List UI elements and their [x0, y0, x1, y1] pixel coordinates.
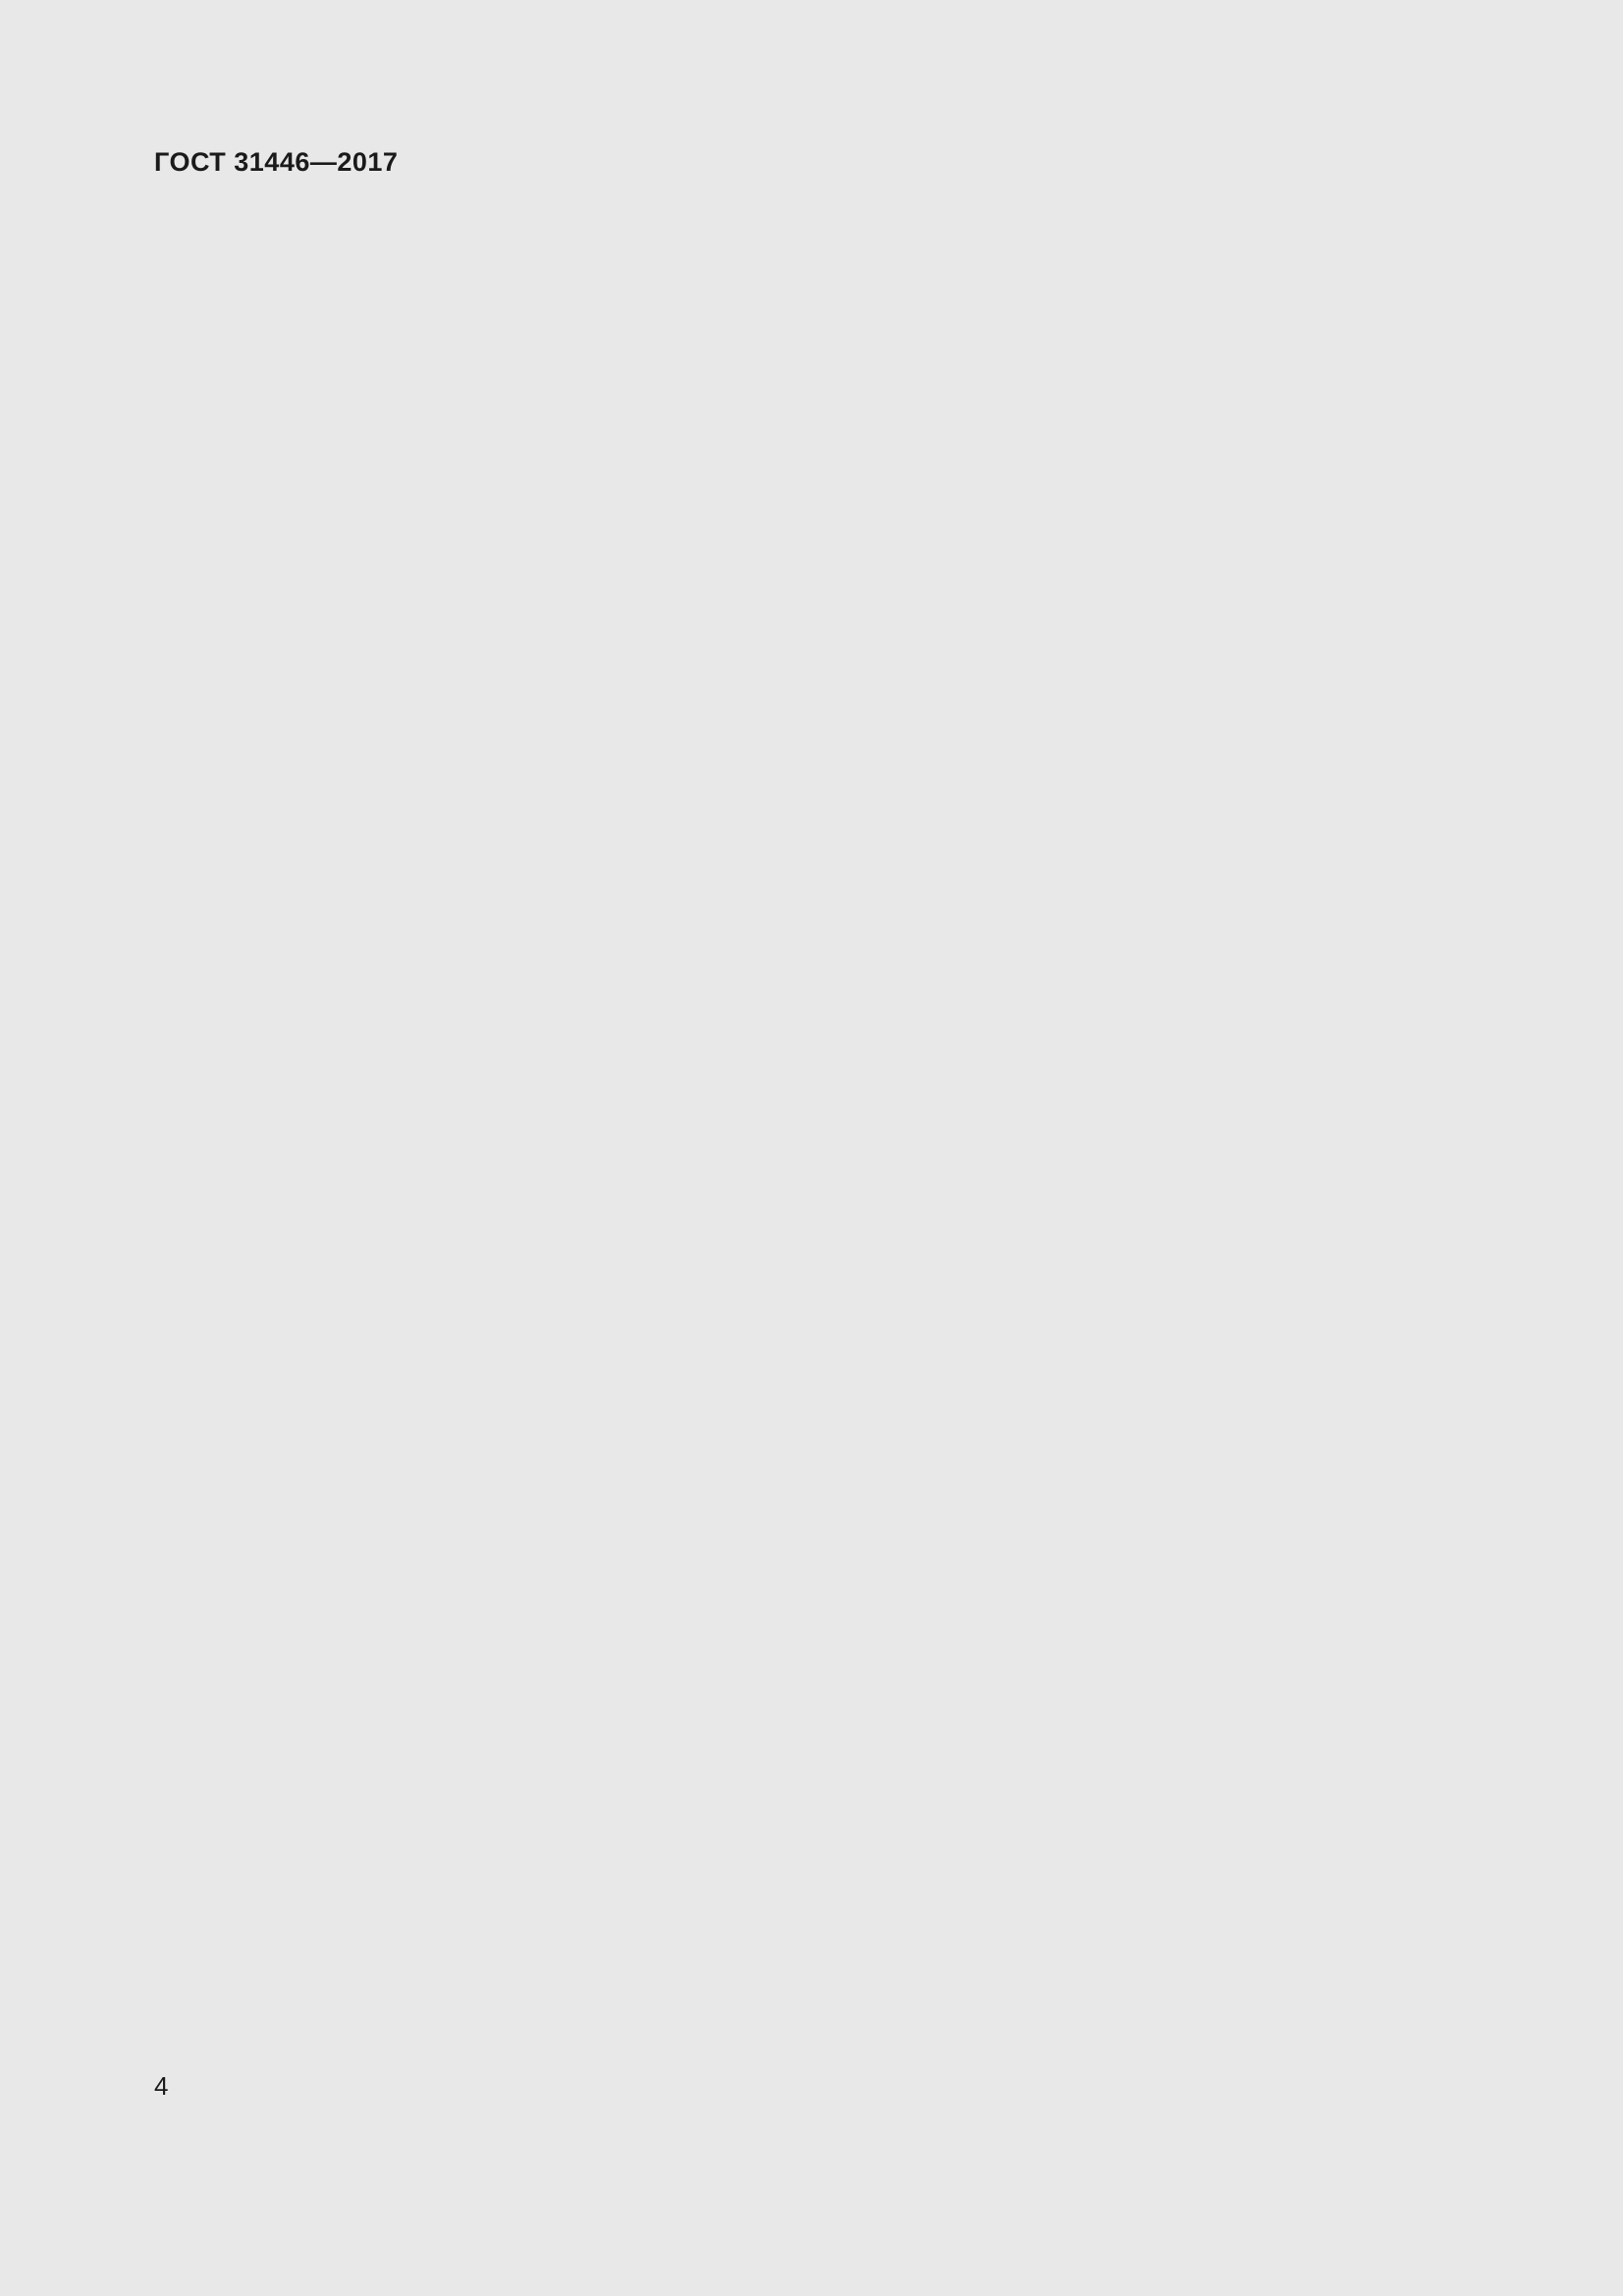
- page-number: 4: [154, 2071, 169, 2101]
- document-header: ГОСТ 31446—2017: [154, 147, 399, 177]
